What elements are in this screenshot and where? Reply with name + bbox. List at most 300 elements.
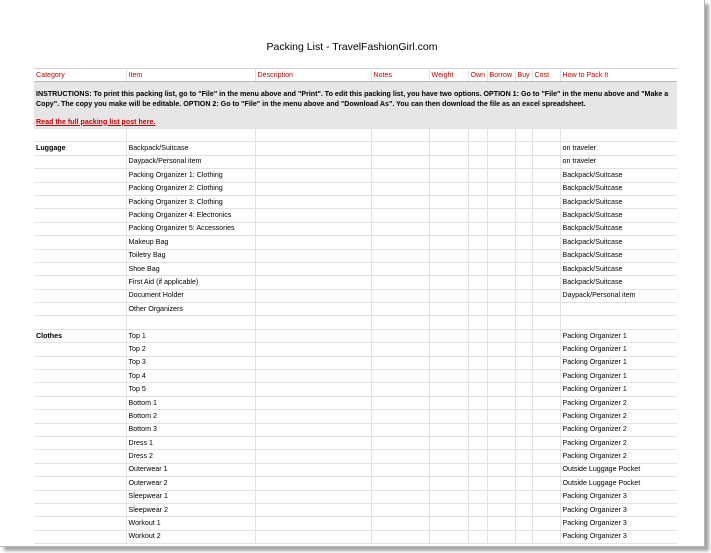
- table-cell[interactable]: [255, 477, 371, 490]
- table-cell[interactable]: [371, 329, 429, 342]
- table-cell[interactable]: [532, 503, 560, 516]
- table-cell[interactable]: [487, 316, 515, 329]
- table-cell[interactable]: [371, 423, 429, 436]
- table-cell[interactable]: [532, 195, 560, 208]
- table-cell[interactable]: [429, 450, 468, 463]
- table-cell[interactable]: [487, 490, 515, 503]
- table-cell[interactable]: [487, 262, 515, 275]
- table-cell[interactable]: [532, 169, 560, 182]
- table-cell[interactable]: [371, 396, 429, 409]
- table-cell[interactable]: [515, 343, 532, 356]
- item-cell[interactable]: First Aid (if applicable): [126, 276, 255, 289]
- table-cell[interactable]: [468, 316, 487, 329]
- how-to-pack-cell[interactable]: Backpack/Suitcase: [560, 195, 677, 208]
- table-cell[interactable]: [515, 530, 532, 543]
- table-cell[interactable]: [487, 329, 515, 342]
- table-cell[interactable]: [515, 423, 532, 436]
- table-cell[interactable]: [487, 423, 515, 436]
- category-cell[interactable]: [34, 182, 126, 195]
- table-cell[interactable]: [371, 222, 429, 235]
- table-cell[interactable]: [515, 477, 532, 490]
- table-cell[interactable]: [371, 262, 429, 275]
- table-cell[interactable]: [429, 329, 468, 342]
- table-cell[interactable]: [255, 490, 371, 503]
- table-cell[interactable]: [255, 222, 371, 235]
- table-cell[interactable]: [532, 303, 560, 316]
- table-cell[interactable]: [532, 316, 560, 329]
- table-cell[interactable]: [255, 517, 371, 530]
- table-cell[interactable]: [371, 343, 429, 356]
- table-cell[interactable]: [532, 436, 560, 449]
- category-cell[interactable]: [34, 249, 126, 262]
- item-cell[interactable]: Dress 2: [126, 450, 255, 463]
- table-cell[interactable]: [371, 450, 429, 463]
- table-cell[interactable]: [532, 490, 560, 503]
- table-cell[interactable]: [255, 343, 371, 356]
- how-to-pack-cell[interactable]: Backpack/Suitcase: [560, 262, 677, 275]
- table-cell[interactable]: [468, 303, 487, 316]
- table-cell[interactable]: [429, 289, 468, 302]
- table-cell[interactable]: [371, 356, 429, 369]
- table-cell[interactable]: [468, 129, 487, 142]
- category-cell[interactable]: [34, 236, 126, 249]
- table-cell[interactable]: [468, 436, 487, 449]
- table-cell[interactable]: [468, 142, 487, 155]
- table-cell[interactable]: [468, 423, 487, 436]
- table-cell[interactable]: [515, 155, 532, 168]
- table-cell[interactable]: [560, 316, 677, 329]
- table-cell[interactable]: [487, 396, 515, 409]
- table-cell[interactable]: [532, 356, 560, 369]
- category-cell[interactable]: [34, 396, 126, 409]
- table-cell[interactable]: [429, 142, 468, 155]
- table-cell[interactable]: [532, 262, 560, 275]
- category-cell[interactable]: [34, 289, 126, 302]
- table-cell[interactable]: [515, 329, 532, 342]
- table-cell[interactable]: [468, 383, 487, 396]
- table-cell[interactable]: [429, 236, 468, 249]
- category-cell[interactable]: [34, 276, 126, 289]
- table-cell[interactable]: [255, 236, 371, 249]
- table-cell[interactable]: [515, 396, 532, 409]
- table-cell[interactable]: [468, 169, 487, 182]
- table-cell[interactable]: [371, 303, 429, 316]
- table-cell[interactable]: [429, 155, 468, 168]
- full-packing-list-link[interactable]: Read the full packing list post here.: [36, 117, 156, 126]
- table-cell[interactable]: [429, 370, 468, 383]
- table-cell[interactable]: [515, 450, 532, 463]
- item-cell[interactable]: Top 2: [126, 343, 255, 356]
- item-cell[interactable]: Backpack/Suitcase: [126, 142, 255, 155]
- table-cell[interactable]: [468, 396, 487, 409]
- table-cell[interactable]: [255, 329, 371, 342]
- table-cell[interactable]: [532, 396, 560, 409]
- table-cell[interactable]: [126, 316, 255, 329]
- table-cell[interactable]: [468, 289, 487, 302]
- table-cell[interactable]: [487, 410, 515, 423]
- table-cell[interactable]: [255, 396, 371, 409]
- table-cell[interactable]: [532, 410, 560, 423]
- table-cell[interactable]: [468, 195, 487, 208]
- item-cell[interactable]: Top 1: [126, 329, 255, 342]
- table-cell[interactable]: [255, 209, 371, 222]
- how-to-pack-cell[interactable]: Packing Organizer 3: [560, 490, 677, 503]
- table-cell[interactable]: [371, 517, 429, 530]
- item-cell[interactable]: Bottom 1: [126, 396, 255, 409]
- table-cell[interactable]: [429, 249, 468, 262]
- table-cell[interactable]: [515, 129, 532, 142]
- item-cell[interactable]: Packing Organizer 1: Clothing: [126, 169, 255, 182]
- table-cell[interactable]: [371, 169, 429, 182]
- item-cell[interactable]: Packing Organizer 3: Clothing: [126, 195, 255, 208]
- table-cell[interactable]: [487, 450, 515, 463]
- table-cell[interactable]: [429, 209, 468, 222]
- table-cell[interactable]: [371, 410, 429, 423]
- table-cell[interactable]: [560, 129, 677, 142]
- table-cell[interactable]: [255, 142, 371, 155]
- table-cell[interactable]: [515, 517, 532, 530]
- item-cell[interactable]: Sleepwear 1: [126, 490, 255, 503]
- how-to-pack-cell[interactable]: Backpack/Suitcase: [560, 236, 677, 249]
- table-cell[interactable]: [468, 370, 487, 383]
- table-cell[interactable]: [468, 530, 487, 543]
- table-cell[interactable]: [371, 289, 429, 302]
- table-cell[interactable]: [515, 356, 532, 369]
- table-cell[interactable]: [487, 209, 515, 222]
- table-cell[interactable]: [371, 477, 429, 490]
- table-cell[interactable]: [532, 329, 560, 342]
- table-cell[interactable]: [515, 490, 532, 503]
- item-cell[interactable]: Dress 1: [126, 436, 255, 449]
- table-cell[interactable]: [532, 236, 560, 249]
- category-cell[interactable]: [34, 517, 126, 530]
- table-cell[interactable]: [487, 182, 515, 195]
- table-cell[interactable]: [487, 289, 515, 302]
- table-cell[interactable]: [487, 436, 515, 449]
- table-cell[interactable]: [515, 463, 532, 476]
- table-cell[interactable]: [515, 370, 532, 383]
- table-cell[interactable]: [255, 383, 371, 396]
- table-cell[interactable]: [532, 276, 560, 289]
- table-cell[interactable]: [255, 129, 371, 142]
- table-cell[interactable]: [255, 262, 371, 275]
- table-cell[interactable]: [532, 423, 560, 436]
- category-cell[interactable]: [34, 477, 126, 490]
- how-to-pack-cell[interactable]: Packing Organizer 2: [560, 436, 677, 449]
- item-cell[interactable]: Bottom 2: [126, 410, 255, 423]
- table-cell[interactable]: [515, 436, 532, 449]
- table-cell[interactable]: [532, 289, 560, 302]
- how-to-pack-cell[interactable]: Outside Luggage Pocket: [560, 463, 677, 476]
- table-cell[interactable]: [468, 477, 487, 490]
- category-cell[interactable]: [34, 436, 126, 449]
- table-cell[interactable]: [429, 530, 468, 543]
- table-cell[interactable]: [371, 370, 429, 383]
- category-cell[interactable]: [34, 410, 126, 423]
- item-cell[interactable]: Document Holder: [126, 289, 255, 302]
- table-cell[interactable]: [255, 195, 371, 208]
- how-to-pack-cell[interactable]: Packing Organizer 1: [560, 356, 677, 369]
- table-cell[interactable]: [532, 142, 560, 155]
- table-cell[interactable]: [468, 222, 487, 235]
- table-cell[interactable]: [429, 396, 468, 409]
- table-cell[interactable]: [255, 316, 371, 329]
- category-cell[interactable]: [34, 423, 126, 436]
- table-cell[interactable]: [468, 155, 487, 168]
- table-cell[interactable]: [255, 169, 371, 182]
- table-cell[interactable]: [515, 142, 532, 155]
- table-cell[interactable]: [487, 517, 515, 530]
- how-to-pack-cell[interactable]: Packing Organizer 3: [560, 503, 677, 516]
- table-cell[interactable]: [429, 195, 468, 208]
- table-cell[interactable]: [532, 155, 560, 168]
- table-cell[interactable]: [429, 517, 468, 530]
- table-cell[interactable]: [468, 209, 487, 222]
- table-cell[interactable]: [429, 423, 468, 436]
- table-cell[interactable]: [429, 222, 468, 235]
- how-to-pack-cell[interactable]: [560, 303, 677, 316]
- how-to-pack-cell[interactable]: Packing Organizer 2: [560, 396, 677, 409]
- category-cell[interactable]: [34, 343, 126, 356]
- table-cell[interactable]: [487, 303, 515, 316]
- table-cell[interactable]: [255, 503, 371, 516]
- category-cell[interactable]: [34, 195, 126, 208]
- table-cell[interactable]: [487, 383, 515, 396]
- table-cell[interactable]: [429, 262, 468, 275]
- table-cell[interactable]: [532, 530, 560, 543]
- how-to-pack-cell[interactable]: Packing Organizer 1: [560, 370, 677, 383]
- item-cell[interactable]: Top 5: [126, 383, 255, 396]
- table-cell[interactable]: [371, 195, 429, 208]
- category-cell[interactable]: [34, 356, 126, 369]
- table-cell[interactable]: [429, 303, 468, 316]
- table-cell[interactable]: [255, 303, 371, 316]
- table-cell[interactable]: [532, 209, 560, 222]
- table-cell[interactable]: [468, 329, 487, 342]
- table-cell[interactable]: [532, 343, 560, 356]
- table-cell[interactable]: [515, 236, 532, 249]
- category-cell[interactable]: [34, 209, 126, 222]
- table-cell[interactable]: [515, 410, 532, 423]
- item-cell[interactable]: Outerwear 2: [126, 477, 255, 490]
- item-cell[interactable]: Top 4: [126, 370, 255, 383]
- how-to-pack-cell[interactable]: Packing Organizer 3: [560, 530, 677, 543]
- table-cell[interactable]: [468, 450, 487, 463]
- how-to-pack-cell[interactable]: Packing Organizer 2: [560, 410, 677, 423]
- table-cell[interactable]: [371, 155, 429, 168]
- how-to-pack-cell[interactable]: Backpack/Suitcase: [560, 276, 677, 289]
- item-cell[interactable]: Packing Organizer 5: Accessories: [126, 222, 255, 235]
- table-cell[interactable]: [487, 530, 515, 543]
- item-cell[interactable]: Bottom 3: [126, 423, 255, 436]
- how-to-pack-cell[interactable]: Packing Organizer 1: [560, 343, 677, 356]
- table-cell[interactable]: [429, 383, 468, 396]
- category-cell[interactable]: [34, 303, 126, 316]
- item-cell[interactable]: Packing Organizer 4: Electronics: [126, 209, 255, 222]
- table-cell[interactable]: [429, 490, 468, 503]
- table-cell[interactable]: [371, 503, 429, 516]
- table-cell[interactable]: [255, 356, 371, 369]
- how-to-pack-cell[interactable]: Outside Luggage Pocket: [560, 477, 677, 490]
- category-cell[interactable]: [34, 155, 126, 168]
- item-cell[interactable]: Workout 2: [126, 530, 255, 543]
- table-cell[interactable]: [487, 343, 515, 356]
- table-cell[interactable]: [468, 249, 487, 262]
- table-cell[interactable]: [255, 249, 371, 262]
- table-cell[interactable]: [487, 142, 515, 155]
- table-cell[interactable]: [515, 503, 532, 516]
- table-cell[interactable]: [429, 182, 468, 195]
- table-cell[interactable]: [487, 356, 515, 369]
- table-cell[interactable]: [255, 182, 371, 195]
- table-cell[interactable]: [532, 450, 560, 463]
- table-cell[interactable]: [487, 477, 515, 490]
- table-cell[interactable]: [468, 343, 487, 356]
- table-cell[interactable]: [429, 410, 468, 423]
- item-cell[interactable]: Makeup Bag: [126, 236, 255, 249]
- table-cell[interactable]: [371, 463, 429, 476]
- table-cell[interactable]: [255, 155, 371, 168]
- table-cell[interactable]: [255, 370, 371, 383]
- table-cell[interactable]: [255, 276, 371, 289]
- table-cell[interactable]: [371, 316, 429, 329]
- item-cell[interactable]: Outerwear 1: [126, 463, 255, 476]
- item-cell[interactable]: Daypack/Personal item: [126, 155, 255, 168]
- table-cell[interactable]: [532, 249, 560, 262]
- table-cell[interactable]: [515, 209, 532, 222]
- table-cell[interactable]: [371, 276, 429, 289]
- item-cell[interactable]: Shoe Bag: [126, 262, 255, 275]
- table-cell[interactable]: [34, 129, 126, 142]
- category-cell[interactable]: [34, 222, 126, 235]
- table-cell[interactable]: [468, 490, 487, 503]
- table-cell[interactable]: [532, 477, 560, 490]
- how-to-pack-cell[interactable]: Backpack/Suitcase: [560, 209, 677, 222]
- table-cell[interactable]: [532, 517, 560, 530]
- table-cell[interactable]: [255, 289, 371, 302]
- table-cell[interactable]: [515, 383, 532, 396]
- category-cell[interactable]: Clothes: [34, 329, 126, 342]
- table-cell[interactable]: [515, 316, 532, 329]
- table-cell[interactable]: [255, 423, 371, 436]
- how-to-pack-cell[interactable]: on traveler: [560, 155, 677, 168]
- how-to-pack-cell[interactable]: Backpack/Suitcase: [560, 222, 677, 235]
- table-cell[interactable]: [487, 195, 515, 208]
- how-to-pack-cell[interactable]: Packing Organizer 1: [560, 329, 677, 342]
- table-cell[interactable]: [515, 182, 532, 195]
- how-to-pack-cell[interactable]: Backpack/Suitcase: [560, 182, 677, 195]
- table-cell[interactable]: [532, 463, 560, 476]
- table-cell[interactable]: [468, 356, 487, 369]
- table-cell[interactable]: [487, 169, 515, 182]
- table-cell[interactable]: [532, 129, 560, 142]
- category-cell[interactable]: [34, 262, 126, 275]
- category-cell[interactable]: [34, 503, 126, 516]
- table-cell[interactable]: [487, 155, 515, 168]
- category-cell[interactable]: [34, 490, 126, 503]
- how-to-pack-cell[interactable]: Backpack/Suitcase: [560, 169, 677, 182]
- how-to-pack-cell[interactable]: Daypack/Personal item: [560, 289, 677, 302]
- table-cell[interactable]: [429, 343, 468, 356]
- table-cell[interactable]: [255, 530, 371, 543]
- table-cell[interactable]: [468, 262, 487, 275]
- table-cell[interactable]: [371, 490, 429, 503]
- item-cell[interactable]: Workout 1: [126, 517, 255, 530]
- table-cell[interactable]: [255, 463, 371, 476]
- table-cell[interactable]: [532, 370, 560, 383]
- table-cell[interactable]: [429, 169, 468, 182]
- table-cell[interactable]: [429, 463, 468, 476]
- table-cell[interactable]: [429, 477, 468, 490]
- table-cell[interactable]: [34, 316, 126, 329]
- table-cell[interactable]: [429, 356, 468, 369]
- category-cell[interactable]: [34, 463, 126, 476]
- table-cell[interactable]: [371, 383, 429, 396]
- item-cell[interactable]: Toiletry Bag: [126, 249, 255, 262]
- category-cell[interactable]: [34, 530, 126, 543]
- table-cell[interactable]: [429, 436, 468, 449]
- table-cell[interactable]: [515, 169, 532, 182]
- category-cell[interactable]: Luggage: [34, 142, 126, 155]
- table-cell[interactable]: [487, 129, 515, 142]
- table-cell[interactable]: [371, 142, 429, 155]
- table-cell[interactable]: [255, 436, 371, 449]
- table-cell[interactable]: [429, 276, 468, 289]
- table-cell[interactable]: [371, 129, 429, 142]
- table-cell[interactable]: [515, 249, 532, 262]
- category-cell[interactable]: [34, 370, 126, 383]
- table-cell[interactable]: [468, 182, 487, 195]
- table-cell[interactable]: [487, 503, 515, 516]
- how-to-pack-cell[interactable]: Packing Organizer 2: [560, 423, 677, 436]
- table-cell[interactable]: [515, 222, 532, 235]
- table-cell[interactable]: [255, 450, 371, 463]
- table-cell[interactable]: [487, 222, 515, 235]
- table-cell[interactable]: [429, 316, 468, 329]
- table-cell[interactable]: [487, 276, 515, 289]
- table-cell[interactable]: [468, 463, 487, 476]
- category-cell[interactable]: [34, 169, 126, 182]
- table-cell[interactable]: [371, 209, 429, 222]
- category-cell[interactable]: [34, 383, 126, 396]
- table-cell[interactable]: [487, 236, 515, 249]
- item-cell[interactable]: Sleepwear 2: [126, 503, 255, 516]
- table-cell[interactable]: [371, 249, 429, 262]
- table-cell[interactable]: [371, 436, 429, 449]
- table-cell[interactable]: [371, 530, 429, 543]
- item-cell[interactable]: Top 3: [126, 356, 255, 369]
- category-cell[interactable]: [34, 450, 126, 463]
- how-to-pack-cell[interactable]: Backpack/Suitcase: [560, 249, 677, 262]
- table-cell[interactable]: [255, 410, 371, 423]
- table-cell[interactable]: [468, 276, 487, 289]
- table-cell[interactable]: [487, 370, 515, 383]
- table-cell[interactable]: [515, 289, 532, 302]
- table-cell[interactable]: [515, 276, 532, 289]
- table-cell[interactable]: [468, 236, 487, 249]
- table-cell[interactable]: [468, 517, 487, 530]
- how-to-pack-cell[interactable]: Packing Organizer 3: [560, 517, 677, 530]
- table-cell[interactable]: [515, 195, 532, 208]
- table-cell[interactable]: [515, 262, 532, 275]
- table-cell[interactable]: [487, 249, 515, 262]
- item-cell[interactable]: Other Organizers: [126, 303, 255, 316]
- how-to-pack-cell[interactable]: Packing Organizer 1: [560, 383, 677, 396]
- table-cell[interactable]: [371, 182, 429, 195]
- table-cell[interactable]: [515, 303, 532, 316]
- how-to-pack-cell[interactable]: on traveler: [560, 142, 677, 155]
- how-to-pack-cell[interactable]: Packing Organizer 2: [560, 450, 677, 463]
